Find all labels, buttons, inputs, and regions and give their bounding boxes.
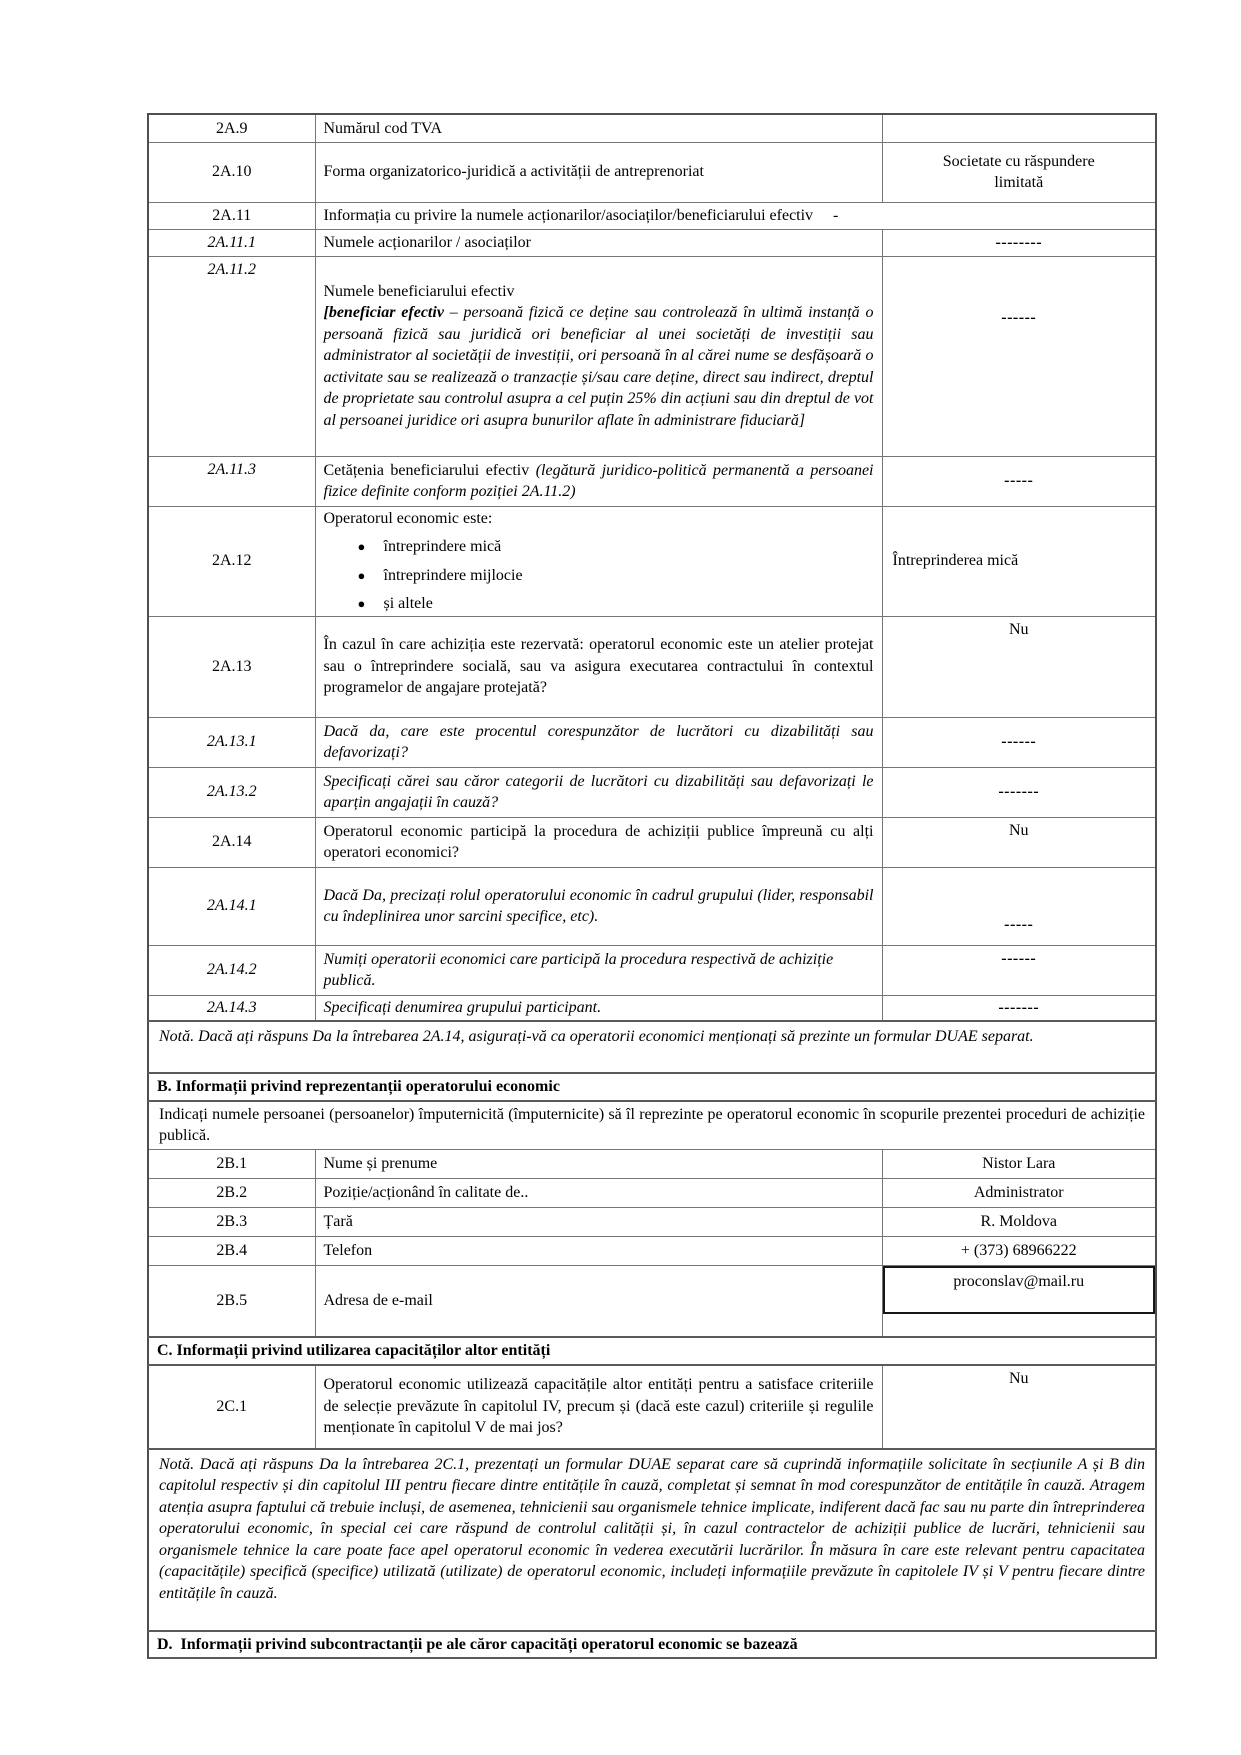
value-line: limitată	[994, 174, 1044, 191]
table-row	[148, 229, 1156, 256]
row-description-cell	[315, 1178, 882, 1207]
row-code-cell: 2A.13.1	[148, 717, 315, 767]
section-row	[148, 1337, 1156, 1365]
row-value-cell	[882, 616, 1156, 717]
row-value-cell	[882, 1265, 1156, 1337]
table-row	[148, 616, 1156, 717]
row-value-cell	[882, 867, 1156, 945]
description-text: Adresa de e-mail	[323, 1292, 433, 1309]
row-value-cell	[882, 1149, 1156, 1178]
description-text: Telefon	[323, 1241, 373, 1259]
note-row	[148, 1449, 1156, 1631]
value-text: ------	[1001, 733, 1037, 751]
row-code-cell: 2A.11.2	[148, 256, 315, 456]
description-text: Cetățenia beneficiarului efectiv	[323, 461, 536, 479]
description-text: Nume și prenume	[323, 1154, 438, 1172]
table-row	[148, 256, 1156, 456]
form-table-body	[148, 114, 1156, 1658]
description-text: – persoană fizică ce deține sau controlează în ultimă instanță o persoană fizică sau juridică ori beneficiar al unei societăți de investiții sau administrator al societății de investiții, ori persoană în al cărei nume se desfășoară o activitate sau se realizează o tranzacție și/sau care deține, direct sau indirect, dreptul de proprietate sau controlul asupra a cel puțin 25% din acțiuni sau din dreptul de vot al persoanei juridice ori asupra bunurilor aflate în administrare fiduciară]	[323, 304, 874, 429]
description-text: Numele acționarilor / asociaților	[323, 233, 531, 251]
row-description-cell	[315, 616, 882, 717]
row-description-cell	[315, 1149, 882, 1178]
row-code-cell: 2A.14.2	[148, 945, 315, 995]
description-text: Specificați denumirea grupului participant.	[323, 999, 602, 1016]
row-description-cell	[315, 1365, 882, 1449]
row-value-cell	[882, 1207, 1156, 1236]
value-text: Nu	[1008, 1369, 1029, 1387]
table-row	[148, 1149, 1156, 1178]
description-text: [beneficiar efectiv	[323, 304, 444, 322]
description-text: Operatorul economic este:	[323, 509, 493, 527]
bullet-label: întreprindere mijlocie	[383, 566, 523, 584]
section-row	[148, 1631, 1156, 1659]
row-description-cell	[315, 717, 882, 767]
row-code-cell: 2B.5	[148, 1265, 315, 1337]
value-text: -------	[998, 783, 1040, 801]
note-text: Notă. Dacă ați răspuns Da la întrebarea 2A.14, asigurați-vă ca operatorii economici menționați să prezinte un formular DUAE separat.	[148, 1021, 1156, 1073]
note-row	[148, 1021, 1156, 1073]
section-header: D. Informații privind subcontractanții pe ale căror capacități operatorul economic se bazează	[148, 1631, 1156, 1659]
row-description-cell	[315, 506, 882, 616]
bullet-label: și altele	[383, 595, 433, 612]
bullet-icon: ●	[357, 539, 366, 554]
table-row	[148, 1236, 1156, 1265]
row-value-cell	[882, 1178, 1156, 1207]
row-code-cell: 2B.1	[148, 1149, 315, 1178]
table-row	[148, 767, 1156, 817]
bullet-icon: ●	[357, 567, 366, 583]
row-value-cell	[882, 945, 1156, 995]
description-text: (legătură juridico-politică permanentă a persoanei fizice definite conform poziției 2A.11.2)	[323, 461, 874, 500]
row-code-cell: 2C.1	[148, 1365, 315, 1449]
row-description-cell	[315, 142, 882, 202]
description-text: Forma organizatorico-juridică a activității de antreprenoriat	[323, 163, 704, 181]
section-header: C. Informații privind utilizarea capacităților altor entități	[148, 1337, 1156, 1365]
row-description-cell	[315, 995, 882, 1021]
table-row	[148, 817, 1156, 867]
table-row	[148, 202, 1156, 229]
row-code-cell: 2A.13	[148, 616, 315, 717]
value-text: -----	[1004, 472, 1034, 490]
description-text: Dacă Da, precizați rolul operatorului economic în cadrul grupului (lider, responsabil cu îndeplinirea unor sarcini specifice, etc).	[323, 886, 874, 925]
table-row	[148, 1178, 1156, 1207]
value-text: Administrator	[973, 1183, 1064, 1201]
row-value-cell	[882, 506, 1156, 616]
value-text: -------	[998, 999, 1040, 1016]
row-description-cell	[315, 945, 882, 995]
row-value-cell	[882, 456, 1156, 506]
row-value-cell	[882, 256, 1156, 456]
description-text: Operatorul economic participă la procedura de achiziții publice împreună cu alți operatori economici?	[323, 822, 874, 861]
duae-form-table	[147, 113, 1157, 1659]
description-text: Numiți operatorii economici care participă la procedura respectivă de achiziție publică.	[323, 950, 834, 989]
row-code-cell: 2A.11.1	[148, 229, 315, 256]
table-row	[148, 456, 1156, 506]
description-text: Țară	[323, 1212, 353, 1230]
row-code-cell: 2A.12	[148, 506, 315, 616]
row-value-cell	[882, 1236, 1156, 1265]
row-description-cell	[315, 817, 882, 867]
value-text: Nu	[1008, 620, 1029, 638]
value-text: --------	[995, 233, 1043, 251]
bullet-label: întreprindere mică	[383, 538, 502, 555]
table-row	[148, 142, 1156, 202]
description-text: Specificați cărei sau căror categorii de lucrători cu dizabilități sau defavorizați le aparțin angajații în cauză?	[323, 772, 874, 811]
row-code-cell: 2A.10	[148, 142, 315, 202]
value-text: proconslav@mail.ru	[953, 1272, 1085, 1290]
row-value-cell	[882, 1365, 1156, 1449]
value-line: Societate cu răspundere	[942, 152, 1095, 170]
description-text: Poziție/acționând în calitate de..	[323, 1183, 529, 1201]
intro-row	[148, 1101, 1156, 1150]
row-value-cell	[882, 114, 1156, 142]
table-row	[148, 1365, 1156, 1449]
row-code-cell: 2A.14.1	[148, 867, 315, 945]
description-text: Operatorul economic utilizează capacitățile altor entități pentru a satisface criteriile de selecție prevăzute în capitolul IV, precum și (dacă este cazul) criteriile și regulile menționate în capitolul V de mai jos?	[323, 1376, 874, 1437]
value-text: Nu	[1008, 821, 1029, 839]
row-code-cell: 2A.11	[148, 202, 315, 229]
row-code-cell: 2A.11.3	[148, 456, 315, 506]
description-text: Numele beneficiarului efectiv	[323, 282, 515, 300]
row-description-cell	[315, 202, 1156, 229]
row-description-cell	[315, 456, 882, 506]
row-description-cell	[315, 867, 882, 945]
row-description-cell	[315, 767, 882, 817]
row-description-cell	[315, 1236, 882, 1265]
table-row	[148, 945, 1156, 995]
section-header: B. Informații privind reprezentanții operatorului economic	[148, 1073, 1156, 1101]
value-text: ------	[1001, 949, 1037, 967]
row-description-cell	[315, 114, 882, 142]
row-value-cell	[882, 142, 1156, 202]
row-code-cell: 2A.14.3	[148, 995, 315, 1021]
value-text: Nistor Lara	[982, 1154, 1056, 1172]
row-code-cell: 2B.4	[148, 1236, 315, 1265]
table-row	[148, 717, 1156, 767]
row-description-cell	[315, 229, 882, 256]
value-text: Întreprinderea mică	[892, 552, 1019, 570]
description-text: Informația cu privire la numele acționarilor/asociaților/beneficiarului efectiv -	[323, 206, 839, 224]
row-value-cell	[882, 767, 1156, 817]
table-row	[148, 506, 1156, 616]
row-description-cell	[315, 1265, 882, 1337]
table-row	[148, 114, 1156, 142]
value-text: + (373) 68966222	[960, 1241, 1077, 1259]
note-text: Notă. Dacă ați răspuns Da la întrebarea 2C.1, prezentați un formular DUAE separat care să cuprindă informațiile solicitate în secțiunile A și B din capitolul respectiv și din capitolul III pentru fiecare dintre entitățile în cauză, completat și semnat în mod corespunzător de entitățile în cauză. Atragem atenția asupra faptului că trebuie incluși, de asemenea, tehnicienii sau organismele tehnice implicate, indiferent dacă fac sau nu parte din întreprinderea operatorului economic, în special cei care răspund de controlul calității și, în cazul contractelor de achiziții publice de lucrări, tehnicienii sau organismele tehnice la care poate face apel operatorul economic în vederea executării lucrărilor. În măsura în care este relevant pentru capacitatea (capacitățile) specifică (specifice) utilizată (utilizate) de operatorul economic, includeți informațiile prevăzute în capitolele IV și V pentru fiecare dintre entitățile în cauză.	[148, 1449, 1156, 1631]
row-value-cell	[882, 717, 1156, 767]
row-value-cell	[882, 995, 1156, 1021]
row-description-cell	[315, 1207, 882, 1236]
row-code-cell: 2B.2	[148, 1178, 315, 1207]
table-row	[148, 1265, 1156, 1337]
row-value-cell	[882, 229, 1156, 256]
value-text: R. Moldova	[980, 1212, 1057, 1230]
email-value-box	[883, 1266, 1156, 1314]
section-row	[148, 1073, 1156, 1101]
intro-text: Indicați numele persoanei (persoanelor) împuternicită (împuternicite) să îl reprezinte pe operatorul economic în scopurile prezentei proceduri de achiziție publică.	[148, 1101, 1156, 1150]
value-text: ------	[1001, 308, 1037, 326]
description-text: Numărul cod TVA	[323, 119, 443, 137]
table-row	[148, 867, 1156, 945]
row-code-cell: 2A.14	[148, 817, 315, 867]
row-code-cell: 2A.9	[148, 114, 315, 142]
row-code-cell: 2B.3	[148, 1207, 315, 1236]
table-row	[148, 1207, 1156, 1236]
row-code-cell: 2A.13.2	[148, 767, 315, 817]
value-text: -----	[1004, 916, 1034, 933]
row-description-cell	[315, 256, 882, 456]
table-row	[148, 995, 1156, 1021]
description-text: În cazul în care achiziția este rezervată: operatorul economic este un atelier protejat sau o întreprindere socială, sau va asigura executarea contractului în contextul programelor de angajare protejată?	[323, 636, 874, 697]
bullet-icon: ●	[357, 596, 366, 611]
description-text: Dacă da, care este procentul corespunzător de lucrători cu dizabilități sau defavorizați?	[323, 722, 874, 761]
row-value-cell	[882, 817, 1156, 867]
